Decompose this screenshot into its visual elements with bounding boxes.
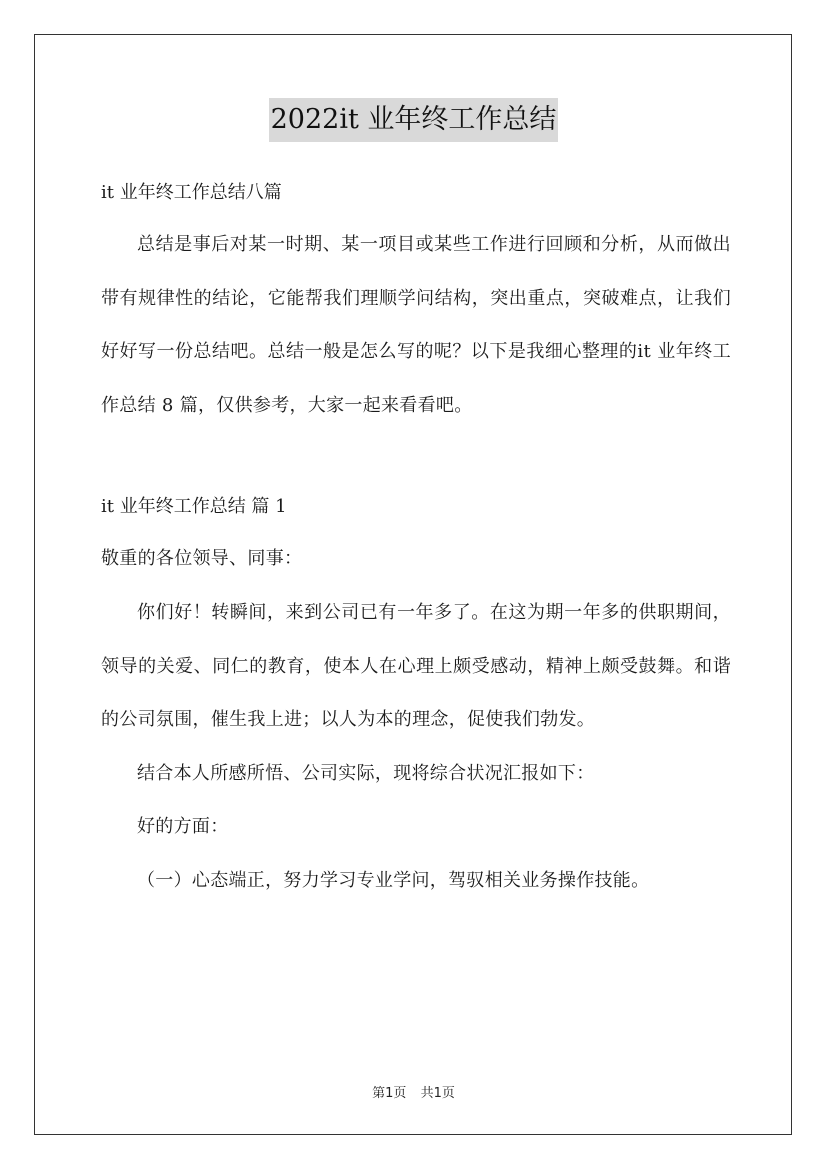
- page-total: 共1页: [420, 1086, 455, 1101]
- body-paragraph-1: 你们好！转瞬间，来到公司已有一年多了。在这为期一年多的供职期间，领导的关爱、同仁的教育，使本人在心理上颇受感动，精神上颇受鼓舞。和谐的公司氛围，催生我上进；以人为本的理念，促使我们勃发。: [101, 601, 731, 731]
- page-footer: [0, 1082, 827, 1101]
- intro-paragraph: 总结是事后对某一时期、某一项目或某些工作进行回顾和分析，从而做出带有规律性的结论，它能帮我们理顺学问结构，突出重点，突破难点，让我们好好写一份总结吧。总结一般是怎么写的呢？以下是我细心整理的it 业年终工作总结 8 篇，仅供参考，大家一起来看看吧。: [101, 234, 731, 416]
- body-paragraph-2: 结合本人所感所悟、公司实际，现将综合状况汇报如下：: [137, 762, 595, 784]
- body-paragraph-3: 好的方面：: [137, 816, 229, 838]
- page-number: 第1页: [372, 1086, 407, 1101]
- section-heading: it 业年终工作总结 篇 1: [101, 496, 287, 518]
- title-container: [0, 98, 827, 142]
- document-body: [101, 168, 731, 908]
- document-subtitle: it 业年终工作总结八篇: [101, 182, 282, 203]
- spacer: [101, 432, 731, 482]
- document-title: 2022it 业年终工作总结: [269, 98, 559, 142]
- salutation: 敬重的各位领导、同事：: [101, 548, 303, 570]
- body-paragraph-4: （一）心态端正，努力学习专业学问，驾驭相关业务操作技能。: [137, 869, 650, 891]
